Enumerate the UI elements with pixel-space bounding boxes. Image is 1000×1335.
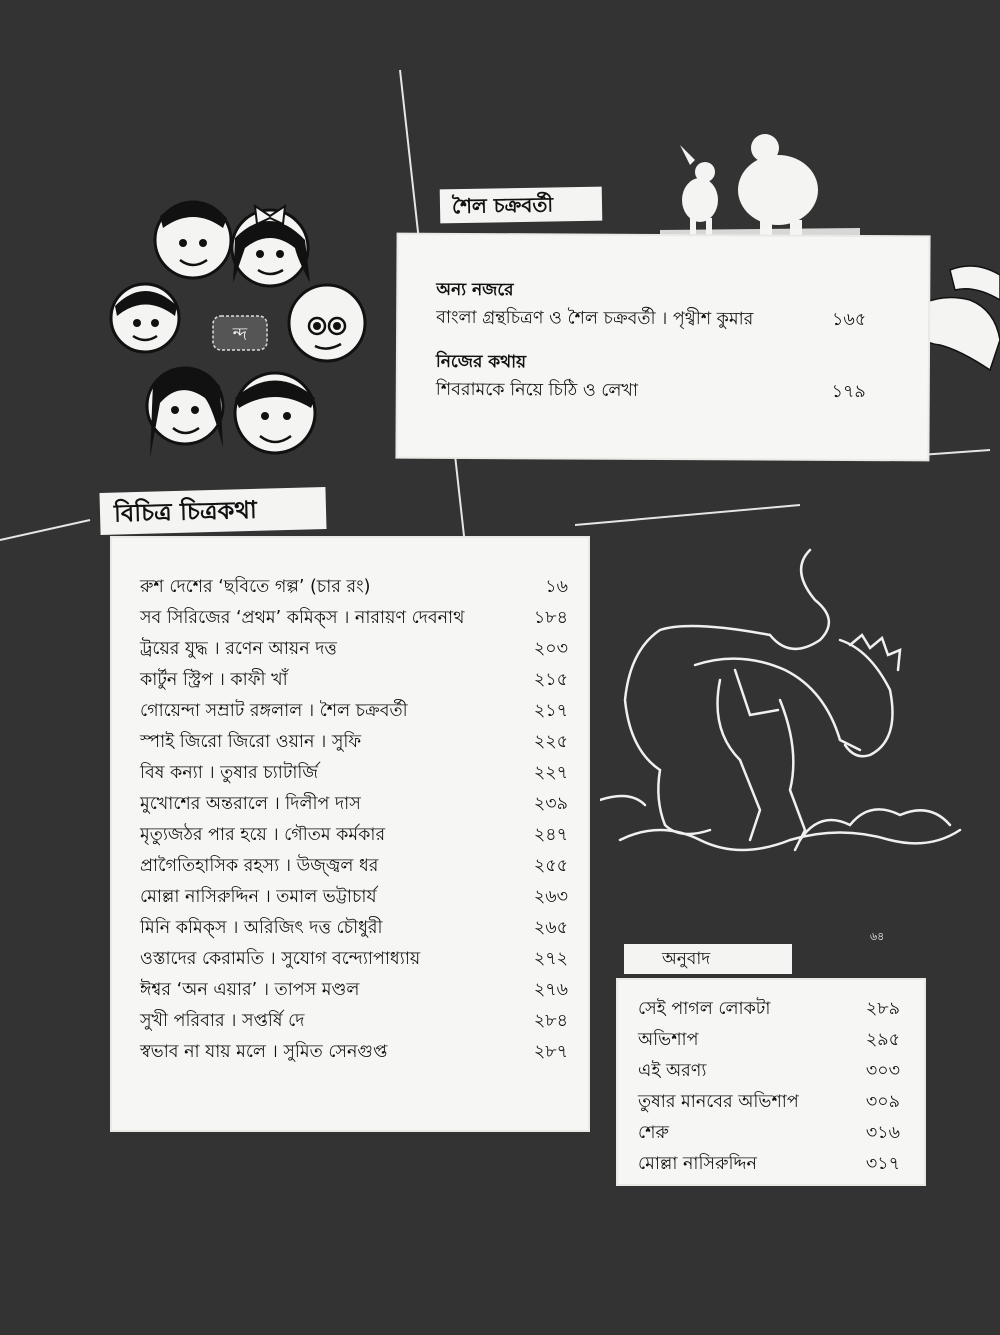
toc-entry[interactable] xyxy=(436,305,866,336)
toc-entry-page: ৩১৭ xyxy=(865,1154,900,1174)
toc-entry-title: বিষ কন্যা । তুষার চ্যাটার্জি xyxy=(140,763,319,783)
toc-entry[interactable] xyxy=(140,853,568,882)
section-tag-anubad-text: অনুবাদ xyxy=(662,949,711,969)
toc-entry-title: স্বভাব না যায় মলে । সুমিত সেনগুপ্ত xyxy=(140,1042,388,1062)
toc-entry-title: তুষার মানবের অভিশাপ xyxy=(638,1092,799,1112)
toc-entry[interactable] xyxy=(638,1058,900,1087)
toc-entry[interactable] xyxy=(140,729,568,758)
toc-entry-title: মোল্লা নাসিরুদ্দিন xyxy=(638,1154,757,1174)
toc-entry[interactable] xyxy=(140,698,568,727)
toc-entry[interactable] xyxy=(638,1120,900,1149)
toc-entry[interactable] xyxy=(140,605,568,634)
toc-entry[interactable] xyxy=(436,377,866,408)
toc-entry-title: সেই পাগল লোকটা xyxy=(638,999,771,1019)
toc-entry[interactable] xyxy=(140,791,568,820)
toc-entry-title: মোল্লা নাসিরুদ্দিন । তমাল ভট্টাচার্য xyxy=(140,887,377,907)
toc-entry[interactable] xyxy=(638,1151,900,1180)
center-badge-text: ন্দ xyxy=(232,324,248,345)
toc-entry[interactable] xyxy=(140,760,568,789)
toc-entry-page: ২৪৭ xyxy=(533,825,568,845)
toc-entry-title: সব সিরিজের ‘প্রথম’ কমিক্‌স । নারায়ণ দেবনাথ xyxy=(140,608,465,628)
heading-anya-najare: অন্য নজরে xyxy=(436,279,514,301)
toc-entry-page: ২১৭ xyxy=(533,701,568,721)
toc-entry-page: ১৬৫ xyxy=(831,309,867,331)
toc-entry-title: বাংলা গ্রন্থচিত্রণ ও শৈল চক্রবর্তী । পৃথ্বীশ কুমার xyxy=(436,307,754,330)
page-folio: ৬৪ xyxy=(870,930,885,943)
toc-entry-title: স্পাই জিরো জিরো ওয়ান । সুফি xyxy=(140,732,362,752)
toc-entry-title: মিনি কমিক্‌স । অরিজিৎ দত্ত চৌধুরী xyxy=(140,918,383,938)
toc-entry-page: ১৮৪ xyxy=(533,608,568,628)
toc-entry-title: অভিশাপ xyxy=(638,1030,699,1050)
toc-entry-page: ২২৫ xyxy=(533,732,568,752)
toc-entry-page: ২৮৯ xyxy=(865,999,900,1019)
toc-entry-page: ৩০৯ xyxy=(865,1092,900,1112)
toc-entry-title: মৃত্যুজঠর পার হয়ে । গৌতম কর্মকার xyxy=(140,825,386,845)
toc-entry-page: ২৯৫ xyxy=(865,1030,900,1050)
toc-entry[interactable] xyxy=(140,977,568,1006)
toc-entry-title: মুখোশের অন্তরালে । দিলীপ দাস xyxy=(140,794,361,814)
toc-entry-page: ২৬৩ xyxy=(533,887,568,907)
toc-entry-page: ২০৩ xyxy=(533,639,568,659)
section-tag-anubad xyxy=(624,944,792,974)
toc-entry[interactable] xyxy=(638,1027,900,1056)
toc-entry-page: ৩০৩ xyxy=(865,1061,900,1081)
toc-entry-page: ৩১৬ xyxy=(865,1123,900,1143)
toc-entry-page: ১৭৯ xyxy=(831,381,866,403)
toc-entry-title: ঈশ্বর ‘অন এয়ার’ । তাপস মণ্ডল xyxy=(140,980,360,1000)
toc-entry-page: ২৭২ xyxy=(533,949,568,969)
toc-entry-page: ২৫৫ xyxy=(533,856,568,876)
toc-entry-title: শেরু xyxy=(638,1123,669,1143)
toc-entry-page: ২৩৯ xyxy=(533,794,568,814)
toc-entry[interactable] xyxy=(140,822,568,851)
toc-entry-page: ২২৭ xyxy=(533,763,568,783)
section-tag-bichitra xyxy=(99,487,326,535)
toc-entry[interactable] xyxy=(140,946,568,975)
shoil-contents-panel xyxy=(397,235,928,460)
toc-entry-page: ১৬ xyxy=(545,577,568,597)
section-tag-shoil xyxy=(440,187,603,224)
toc-entry[interactable] xyxy=(140,574,568,603)
toc-entry-page: ২৮৪ xyxy=(533,1011,568,1031)
toc-entry-title: প্রাগৈতিহাসিক রহস্য । উজ্জ্বল ধর xyxy=(140,856,379,876)
toc-entry-title: ট্রয়ের যুদ্ধ । রণেন আয়ন দত্ত xyxy=(140,639,337,659)
toc-entry[interactable] xyxy=(140,1008,568,1037)
heading-nijer-kathay: নিজের কথায় xyxy=(435,351,527,373)
anubad-contents-panel xyxy=(618,980,924,1184)
toc-entry-title: এই অরণ্য xyxy=(638,1061,707,1081)
section-tag-bichitra-text: বিচিত্র চিত্রকথা xyxy=(113,495,258,528)
cartoon-faces-illustration xyxy=(105,188,375,488)
toc-entry[interactable] xyxy=(638,1089,900,1118)
toc-entry[interactable] xyxy=(140,667,568,696)
toc-entry[interactable] xyxy=(140,915,568,944)
toc-entry[interactable] xyxy=(638,996,900,1025)
toc-entry-page: ২৭৬ xyxy=(533,980,568,1000)
toc-entry-title: কার্টুন স্ট্রিপ । কাফী খাঁ xyxy=(140,670,288,690)
horse-sketch-illustration xyxy=(600,540,980,920)
toc-entry-page: ২৮৭ xyxy=(533,1042,568,1062)
toc-entry[interactable] xyxy=(140,1039,568,1068)
toc-entry-title: ওস্তাদের কেরামতি । সুযোগ বন্দ্যোপাধ্যায় xyxy=(140,949,421,969)
toc-entry-title: সুখী পরিবার । সপ্তর্ষি দে xyxy=(140,1011,305,1031)
toc-entry-title: গোয়েন্দা সম্রাট রঙ্গলাল । শৈল চক্রবর্তী xyxy=(140,701,408,721)
toc-entry[interactable] xyxy=(140,636,568,665)
bichitra-contents-panel xyxy=(112,538,588,1130)
toc-entry-page: ২৬৫ xyxy=(533,918,568,938)
toc-entry-title: রুশ দেশের ‘ছবিতে গল্প’ (চার রং) xyxy=(140,577,371,597)
section-tag-shoil-text: শৈল চক্রবর্তী xyxy=(451,192,554,219)
silhouette-illustration xyxy=(660,120,860,250)
toc-entry[interactable] xyxy=(140,884,568,913)
toc-entry-page: ২১৫ xyxy=(533,670,568,690)
toc-entry-title: শিবরামকে নিয়ে চিঠি ও লেখা xyxy=(435,379,639,401)
